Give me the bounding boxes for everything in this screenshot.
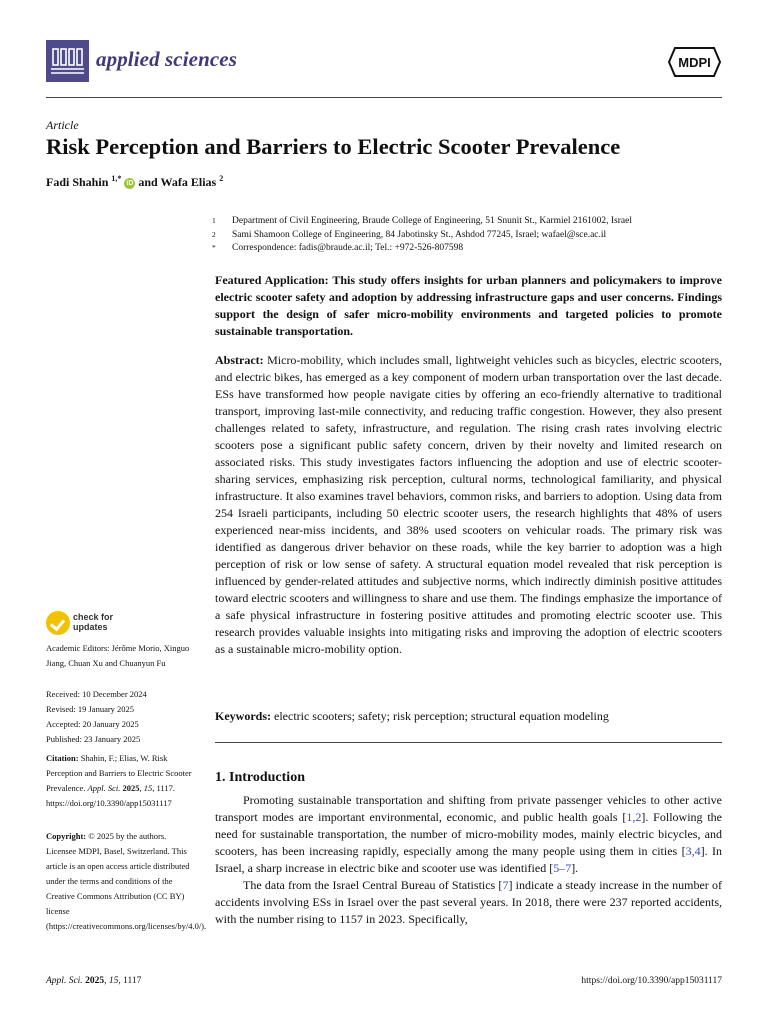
footer-citation: Appl. Sci. 2025, 15, 1117 xyxy=(46,976,142,986)
keywords-label: Keywords: xyxy=(215,709,271,723)
check-icon xyxy=(46,611,70,635)
paragraph-text: ]. In Israel, a sharp increase in electric bike and scooter use was identified [ xyxy=(215,844,722,875)
published-date: Published: 23 January 2025 xyxy=(46,734,141,744)
reference-link[interactable]: 5–7 xyxy=(553,861,572,875)
academic-editors xyxy=(46,641,196,671)
check-for-updates-label: check for updates xyxy=(73,612,114,632)
academic-editors-label: Academic Editors: xyxy=(46,643,110,653)
citation-volume: 15 xyxy=(143,783,153,793)
footer-journal: Appl. Sci. xyxy=(46,976,83,986)
author-name: Wafa Elias xyxy=(160,175,217,189)
journal-name: applied sciences xyxy=(96,47,237,71)
author-name: Fadi Shahin xyxy=(46,175,109,189)
journal-logo xyxy=(46,40,89,82)
author-list xyxy=(46,174,223,190)
citation-label: Citation: xyxy=(46,753,79,763)
article-type: Article xyxy=(46,118,79,132)
article-title: Risk Perception and Barriers to Electric Scooter Prevalence xyxy=(46,134,621,159)
citation-year: 2025 xyxy=(122,783,140,793)
footer-year: 2025 xyxy=(85,976,105,986)
citation-journal: Appl. Sci. xyxy=(87,783,121,793)
journal-logo-icon xyxy=(46,40,89,82)
academic-editors-names: Jérôme Morio, Xinguo Jiang, Chuan Xu and Chuanyun Fu xyxy=(46,643,190,668)
accepted-date: Accepted: 20 January 2025 xyxy=(46,719,139,729)
header-rule xyxy=(46,97,722,98)
publisher-logo xyxy=(667,46,722,78)
paragraph-text: ]. xyxy=(571,861,579,875)
copyright xyxy=(46,829,207,934)
keywords-text: electric scooters; safety; risk perception; structural equation modeling xyxy=(274,709,609,723)
reference-link[interactable]: 1,2 xyxy=(626,810,642,824)
revised-date: Revised: 19 January 2025 xyxy=(46,704,135,714)
orcid-icon[interactable]: iD xyxy=(126,180,134,187)
affiliation-text: Correspondence: fadis@braude.ac.il; Tel.: +972-526-807598 xyxy=(232,243,464,253)
footer-doi[interactable]: https://doi.org/10.3390/app15031117 xyxy=(581,976,722,986)
copyright-label: Copyright: xyxy=(46,831,87,841)
abstract-text: Micro-mobility, which includes small, lightweight vehicles such as bicycles, electric scooters, and electric bikes, has emerged as a key component of modern urban transportation over the last decade. ESs have transformed how people navigate cities by offering an eco-friendly alternative to traditional transport, improving last-mile connectivity, and reducing traffic congestion. However, they also present challenges related to safety, infrastructure, and regulation. The rising crash rates involving electric scooters pose a significant public safety concern, driven by their novelty and limited research on associated risks. This study investigates factors influencing the adoption and use of electric scooter-sharing services, emphasizing risk perception, cultural norms, technological familiarity, and physical infrastructure. It also examines travel behaviors, common risks, and barriers to adoption. Using data from 254 Israeli participants, including 50 electric scooter users, the research highlights that 48% of users experienced near-miss incidents, and 38% used scooters on vehicular roads. The primary risk was identified as dangerous driver behavior on these roads, while the key barrier to adoption was a high perception of risk or low sense of safety. A structural equation model revealed that risk perception is influenced by gender-related attitudes and subjective norms, which indirectly diminish positive attitudes toward electric scooters and willingness to share and use them. The findings emphasize the importance of a safe physical infrastructure in fostering positive attitudes and promoting electric scooter use. This research provides valuable insights into mitigating risks and improving the adoption of electric scooters as a sustainable micro-mobility option. xyxy=(215,353,722,656)
paragraph-text: ]. Following the need for sustainable transportation, the number of micro-mobility modes, mainly electric bicycles, and scooters, has been increasing rapidly, especially among the many people using them in cities [ xyxy=(215,810,723,858)
affiliation-text: Department of Civil Engineering, Braude College of Engineering, 51 Snunit St., Karmiel 2161002, Israel xyxy=(232,216,632,226)
paragraph-text: Promoting sustainable transportation and shifting from private passenger vehicles to other active transport modes are important environmental, economic, and public health goals [ xyxy=(215,793,722,824)
author-affiliation-mark: 2 xyxy=(219,174,224,183)
abstract xyxy=(215,352,722,658)
paragraph xyxy=(215,877,722,928)
affiliation-text: Sami Shamoon College of Engineering, 84 Jabotinsky St., Ashdod 77245, Israel; wafael@sce.ac.il xyxy=(232,230,607,240)
received-date: Received: 10 December 2024 xyxy=(46,689,147,699)
copyright-text: © 2025 by the authors. Licensee MDPI, Basel, Switzerland. This article is an open access article distributed under the terms and conditions of the Creative Commons Attribution (CC BY) license (https://creativecommons.org/licenses/by/4.0/). xyxy=(46,831,207,931)
reference-link[interactable]: 7 xyxy=(502,878,509,892)
abstract-label: Abstract: xyxy=(215,353,264,367)
paragraph xyxy=(215,792,722,877)
paragraph-text: ] indicate a steady increase in the number of accidents involving ESs in Israel over the past several years. In 2018, there were 237 reported accidents, with the number rising to 1157 in 2023. Specifically, xyxy=(215,878,722,926)
affiliation-mark: 1 xyxy=(212,216,216,225)
footer-page: 1117 xyxy=(123,976,142,986)
citation-doi[interactable]: 1117. https://doi.org/10.3390/app15031117 xyxy=(46,783,175,808)
reference-link[interactable]: 3,4 xyxy=(685,844,701,858)
publisher-name: MDPI xyxy=(678,55,711,70)
affiliation-mark: 2 xyxy=(212,230,216,239)
author-joiner: and xyxy=(135,175,161,189)
author-affiliation-mark: 1,* xyxy=(111,174,122,183)
affiliation-mark: * xyxy=(212,243,216,252)
featured-application: Featured Application: This study offers insights for urban planners and policymakers to improve electric scooter safety and adoption by addressing infrastructure gaps and user concerns. Findings support the design of safer micro-mobility environments and targeted policies to promote sustainable transportation. xyxy=(215,273,722,338)
section-rule xyxy=(215,742,722,743)
footer-volume: 15 xyxy=(108,976,119,986)
publication-dates xyxy=(46,687,196,747)
section-heading: 1. Introduction xyxy=(215,770,305,785)
introduction-body xyxy=(215,792,722,928)
citation-text: Shahin, F.; Elias, W. Risk Perception and Barriers to Electric Scooter Prevalence. xyxy=(46,753,192,793)
paragraph-text: The data from the Israel Central Bureau of Statistics [ xyxy=(243,878,503,892)
citation: Citation: Shahin, F.; Elias, W. Risk Perception and Barriers to Electric Scooter Prevalence. Appl. Sci. 2025, 15, 1117. https://doi.org/10.3390/app15031117 xyxy=(46,753,192,808)
keywords xyxy=(215,708,722,725)
